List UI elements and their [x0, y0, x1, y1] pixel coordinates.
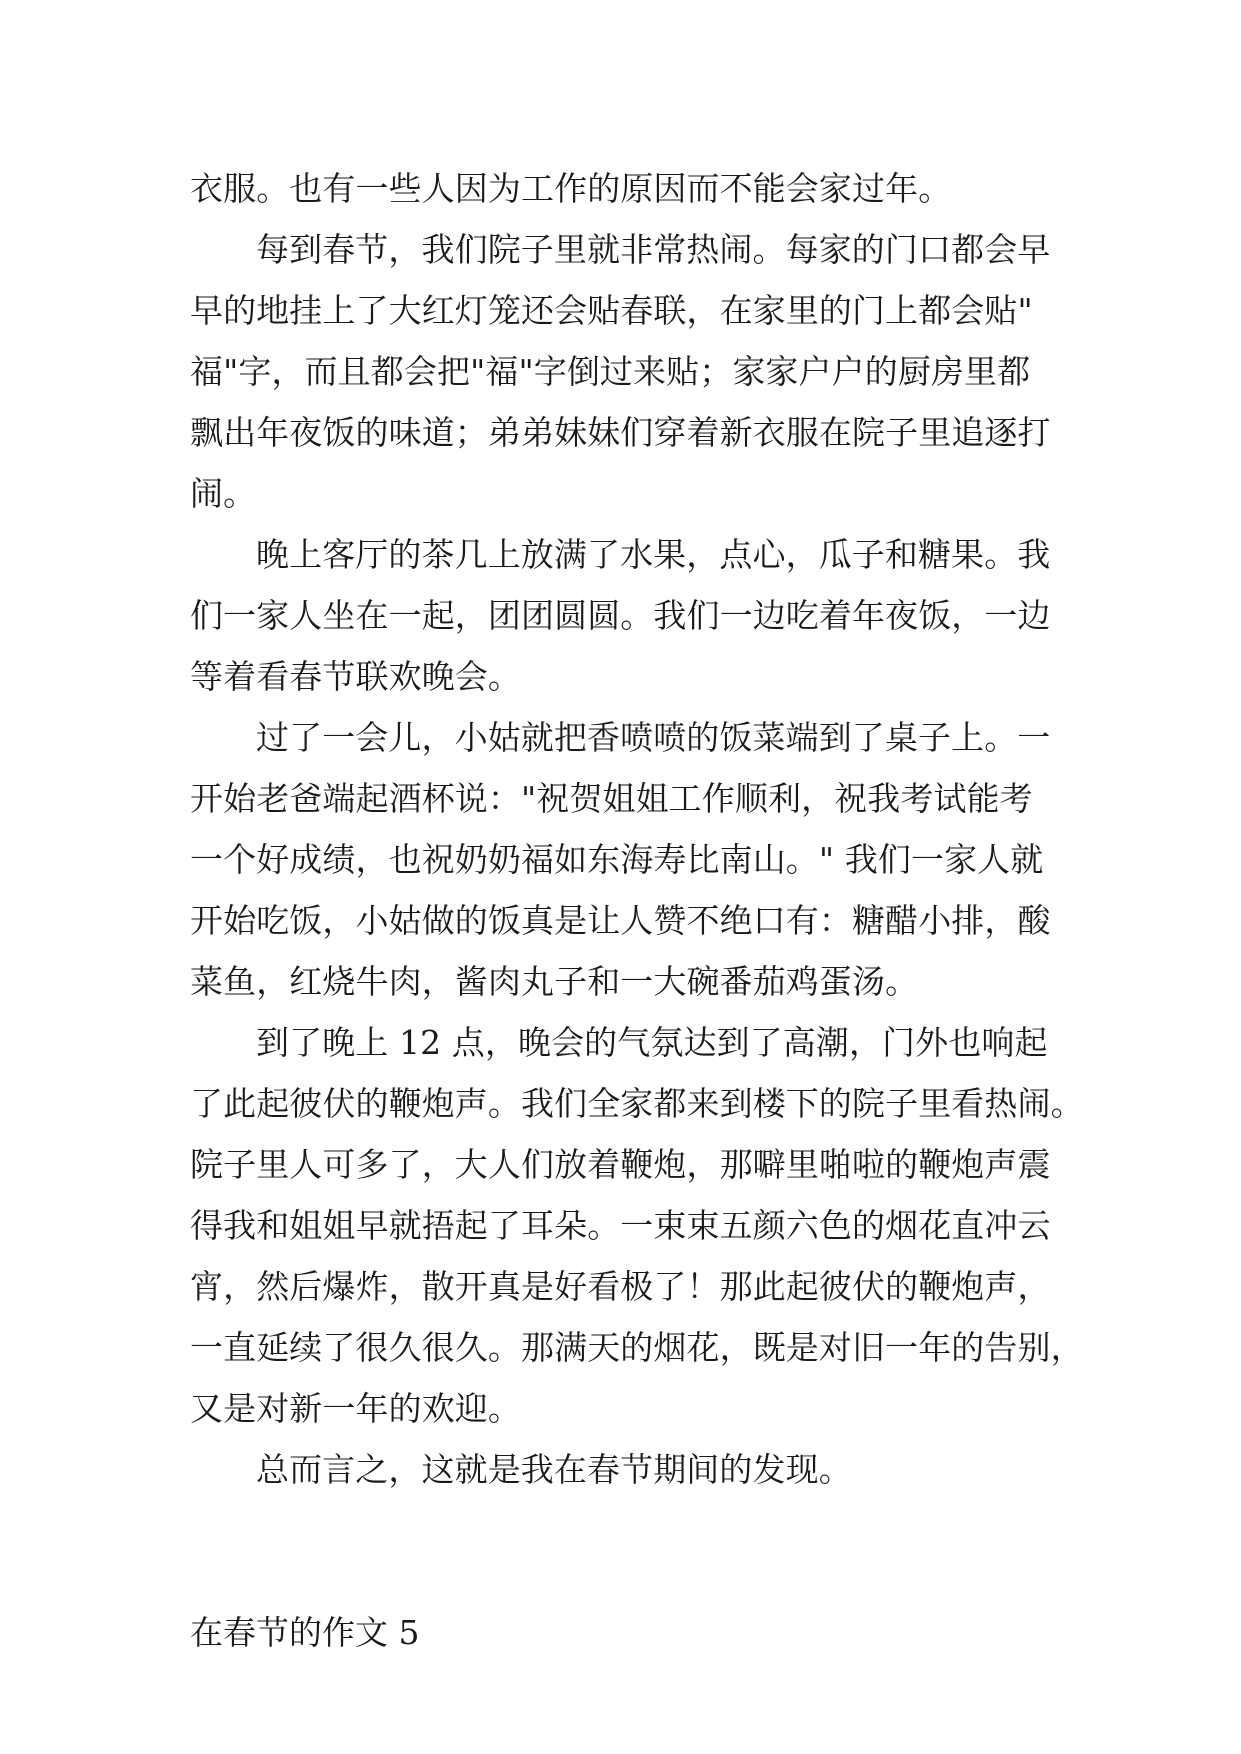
paragraph-start-line: 晚上客厅的茶几上放满了水果，点心，瓜子和糖果。我 — [256, 535, 1051, 574]
document-body — [190, 158, 1084, 1663]
text-line: 衣服。也有一些人因为工作的原因而不能会家过年。 — [190, 169, 952, 208]
text-line: 们一家人坐在一起，团团圆圆。我们一边吃着年夜饭，一边 — [190, 596, 1051, 635]
text-line: 宵，然后爆炸，散开真是好看极了！那此起彼伏的鞭炮声， — [190, 1267, 1051, 1306]
text-line: 又是对新一年的欢迎。 — [190, 1389, 521, 1428]
text-line: 早的地挂上了大红灯笼还会贴春联，在家里的门上都会贴" — [190, 291, 1033, 330]
text-line: 闹。 — [190, 474, 257, 513]
text-line: 等着看春节联欢晚会。 — [190, 657, 521, 696]
text-line: 福"字，而且都会把"福"字倒过来贴；家家户户的厨房里都 — [190, 352, 1031, 391]
text-line: 一直延续了很久很久。那满天的烟花，既是对旧一年的告别， — [190, 1328, 1084, 1367]
paragraph-start-line: 总而言之，这就是我在春节期间的发现。 — [256, 1450, 852, 1489]
text-line: 院子里人可多了，大人们放着鞭炮，那噼里啪啦的鞭炮声震 — [190, 1145, 1051, 1184]
text-line: 了此起彼伏的鞭炮声。我们全家都来到楼下的院子里看热闹。 — [190, 1084, 1084, 1123]
paragraph-start-line: 到了晚上 12 点，晚会的气氛达到了高潮，门外也响起 — [256, 1023, 1048, 1062]
text-line: 一个好成绩，也祝奶奶福如东海寿比南山。" 我们一家人就 — [190, 840, 1044, 879]
text-line: 开始吃饭，小姑做的饭真是让人赞不绝口有：糖醋小排，酸 — [190, 901, 1051, 940]
paragraph-start-line: 过了一会儿，小姑就把香喷喷的饭菜端到了桌子上。一 — [256, 718, 1051, 757]
text-line: 开始老爸端起酒杯说："祝贺姐姐工作顺利，祝我考试能考 — [190, 779, 1033, 818]
text-line: 飘出年夜饭的味道；弟弟妹妹们穿着新衣服在院子里追逐打 — [190, 413, 1051, 452]
text-line: 得我和姐姐早就捂起了耳朵。一束束五颜六色的烟花直冲云 — [190, 1206, 1051, 1245]
paragraph-start-line: 每到春节，我们院子里就非常热闹。每家的门口都会早 — [256, 230, 1051, 269]
blank-line — [190, 1500, 1060, 1561]
text-line: 菜鱼，红烧牛肉，酱肉丸子和一大碗番茄鸡蛋汤。 — [190, 962, 919, 1001]
section-title: 在春节的作文 5 — [190, 1613, 420, 1652]
